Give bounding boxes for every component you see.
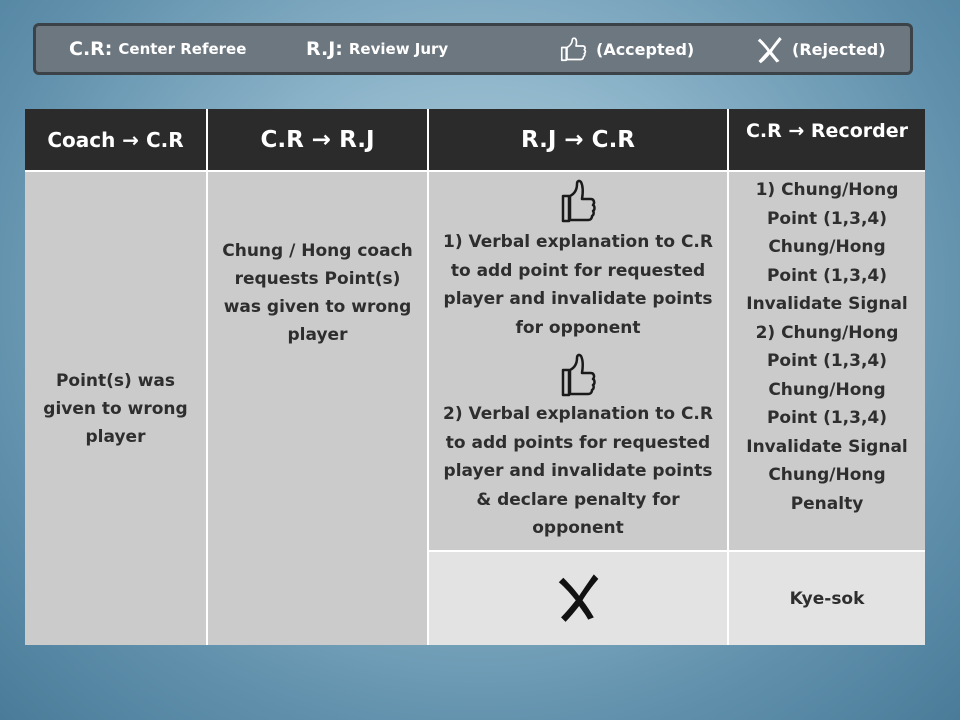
legend-rj (306, 26, 448, 72)
header-cr-to-rj: C.R → R.J (208, 109, 427, 170)
rj-option-1-text: 1) Verbal explanation to C.R to add point for requested player and invalidate points for opponent (443, 232, 713, 338)
recorder-line: Point (1,3,4) (766, 208, 888, 229)
recorder-line: Point (1,3,4) (766, 408, 888, 428)
recorder-line: Point (1,3,4) (766, 351, 888, 371)
recorder-line: Point (1,3,4) (766, 265, 888, 286)
header-coach-to-cr: Coach → C.R (25, 109, 206, 170)
header-cr-to-recorder: C.R → Recorder (729, 109, 925, 170)
recorder-lines (729, 176, 925, 518)
rj-option-2-text: 2) Verbal explanation to C.R to add points for requested player and invalidate points & declare penalty for opponent (443, 404, 713, 538)
thumbs-up-icon (558, 34, 588, 64)
coach-to-cr-text: Point(s) was given to wrong player (43, 370, 188, 447)
legend-cr-desc: Center Referee (118, 40, 247, 58)
recorder-line: Chung/Hong (768, 379, 886, 400)
legend-bar (33, 23, 913, 75)
coach-to-cr-cell (25, 172, 206, 645)
recorder-accepted-cell (729, 172, 925, 550)
recorder-line: Chung/Hong (768, 465, 886, 485)
procedure-table (25, 109, 925, 645)
legend-rj-desc: Review Jury (348, 40, 449, 58)
legend-accepted-label: (Accepted) (596, 39, 695, 59)
legend-rj-abbr: R.J: (306, 38, 343, 60)
recorder-rejected-text: Kye-sok (789, 588, 865, 609)
recorder-rejected-cell (729, 552, 925, 645)
recorder-line: 2) Chung/Hong (755, 322, 899, 343)
x-mark-icon (754, 34, 784, 64)
recorder-line: Invalidate Signal (746, 436, 908, 457)
thumbs-up-icon (558, 348, 598, 400)
rj-to-cr-rejected-cell (429, 552, 727, 645)
cr-to-rj-cell (208, 172, 427, 645)
recorder-line: Invalidate Signal (746, 294, 908, 314)
rj-to-cr-accepted-cell (429, 172, 727, 550)
thumbs-up-icon (558, 174, 598, 226)
x-mark-icon (555, 571, 601, 627)
legend-cr-abbr: C.R: (69, 38, 113, 60)
legend-rejected (754, 26, 886, 72)
recorder-line: Penalty (790, 493, 864, 514)
cr-to-rj-text: Chung / Hong coach requests Point(s) was given to wrong player (222, 241, 413, 345)
legend-accepted (558, 26, 694, 72)
recorder-line: 1) Chung/Hong (755, 180, 899, 200)
recorder-line: Chung/Hong (768, 237, 886, 257)
legend-rejected-label: (Rejected) (792, 39, 886, 59)
legend-cr (69, 26, 246, 72)
header-rj-to-cr: R.J → C.R (429, 109, 727, 170)
